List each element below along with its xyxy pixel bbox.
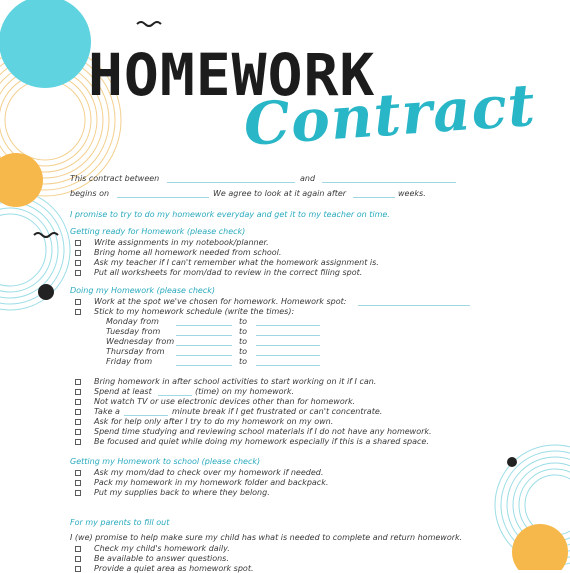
to-label: to — [239, 357, 248, 366]
time-field[interactable] — [158, 395, 192, 396]
agree-label: We agree to look at it again after — [213, 189, 347, 198]
black-dot-right — [507, 457, 517, 467]
checkbox[interactable] — [75, 240, 81, 246]
checkbox[interactable] — [75, 409, 81, 415]
between-label: This contract between — [70, 174, 160, 183]
ready-item: Bring home all homework needed from school. — [94, 248, 282, 257]
doing-item: Spend at least — [94, 387, 152, 396]
title-homework: HOMEWORK — [88, 41, 376, 109]
squiggle-top — [137, 22, 161, 26]
to-label: to — [239, 327, 248, 336]
checkbox[interactable] — [75, 429, 81, 435]
squiggle-left — [34, 233, 58, 237]
doing-item-suffix: minute break if I get frustrated or can't concentrate. — [172, 407, 383, 416]
time-to-field[interactable] — [256, 355, 320, 356]
to-label: to — [239, 337, 248, 346]
checkbox[interactable] — [75, 470, 81, 476]
doing-item: Take a — [94, 407, 120, 416]
minutes-field[interactable] — [124, 415, 168, 416]
to-label: to — [239, 317, 248, 326]
getting-item: Put my supplies back to where they belong. — [94, 488, 270, 497]
checkbox[interactable] — [75, 490, 81, 496]
doing-item-suffix: (time) on my homework. — [195, 387, 295, 396]
time-from-field[interactable] — [176, 325, 232, 326]
checkbox[interactable] — [75, 309, 81, 315]
checkbox[interactable] — [75, 260, 81, 266]
ready-item: Ask my teacher if I can't remember what the homework assignment is. — [94, 258, 379, 267]
doing-item: Bring homework in after school activities to start working on it if I can. — [94, 377, 377, 386]
parents-item: Check my child's homework daily. — [94, 544, 230, 553]
day-label: Wednesday from — [106, 337, 175, 346]
day-label: Monday from — [106, 317, 159, 326]
getting-item: Pack my homework in my homework folder and backpack. — [94, 478, 329, 487]
name-field-1[interactable] — [167, 182, 295, 183]
doing-spot-item: Work at the spot we've chosen for homework. Homework spot: — [94, 297, 347, 306]
parents-item: Be available to answer questions. — [94, 554, 229, 563]
weeks-field[interactable] — [353, 197, 395, 198]
parents-item: Provide a quiet area as homework spot. — [94, 564, 254, 573]
doing-item: Not watch TV or use electronic devices other than for homework. — [94, 397, 356, 406]
checkbox[interactable] — [75, 546, 81, 552]
checkbox[interactable] — [75, 299, 81, 305]
checkbox[interactable] — [75, 270, 81, 276]
time-from-field[interactable] — [176, 335, 232, 336]
ready-item: Write assignments in my notebook/planner. — [94, 238, 269, 247]
checkbox[interactable] — [75, 399, 81, 405]
time-from-field[interactable] — [176, 355, 232, 356]
checkbox[interactable] — [75, 250, 81, 256]
orange-circle-left — [0, 153, 43, 207]
doing-item: Be focused and quiet while doing my homework especially if this is a shared space. — [94, 437, 429, 446]
day-label: Friday from — [106, 357, 153, 366]
ready-item: Put all worksheets for mom/dad to review in the correct filing spot. — [94, 268, 363, 277]
homework-spot-field[interactable] — [358, 305, 470, 306]
and-label: and — [300, 174, 316, 183]
time-to-field[interactable] — [256, 365, 320, 366]
checkbox[interactable] — [75, 439, 81, 445]
checkbox[interactable] — [75, 566, 81, 572]
time-from-field[interactable] — [176, 365, 232, 366]
time-to-field[interactable] — [256, 325, 320, 326]
orange-circle-right — [512, 524, 568, 570]
time-from-field[interactable] — [176, 345, 232, 346]
time-to-field[interactable] — [256, 345, 320, 346]
section-ready-heading: Getting ready for Homework (please check) — [70, 227, 246, 236]
section-doing-heading: Doing my Homework (please check) — [70, 286, 215, 295]
parents-promise: I (we) promise to help make sure my child has what is needed to complete and return homework. — [70, 533, 463, 542]
section-getting-heading: Getting my Homework to school (please check) — [70, 457, 261, 466]
weeks-label: weeks. — [398, 189, 426, 198]
checkbox[interactable] — [75, 556, 81, 562]
doing-schedule-item: Stick to my homework schedule (write the times): — [94, 307, 295, 316]
doing-item: Ask for help only after I try to do my homework on my own. — [94, 417, 334, 426]
day-label: Tuesday from — [106, 327, 161, 336]
day-label: Thursday from — [106, 347, 165, 356]
teal-circle-top — [0, 0, 91, 88]
section-parents-heading: For my parents to fill out — [70, 518, 170, 527]
black-dot-left — [38, 284, 54, 300]
checkbox[interactable] — [75, 379, 81, 385]
to-label: to — [239, 347, 248, 356]
name-field-2[interactable] — [322, 182, 456, 183]
checkbox[interactable] — [75, 419, 81, 425]
getting-item: Ask my mom/dad to check over my homework if needed. — [94, 468, 324, 477]
checkbox[interactable] — [75, 480, 81, 486]
promise-text: I promise to try to do my homework everyday and get it to my teacher on time. — [70, 210, 390, 219]
title-contract: Contract — [241, 70, 538, 159]
time-to-field[interactable] — [256, 335, 320, 336]
begin-date-field[interactable] — [117, 197, 209, 198]
doing-item: Spend time studying and reviewing school materials if I do not have any homework. — [94, 427, 432, 436]
begins-label: begins on — [70, 189, 110, 198]
checkbox[interactable] — [75, 389, 81, 395]
